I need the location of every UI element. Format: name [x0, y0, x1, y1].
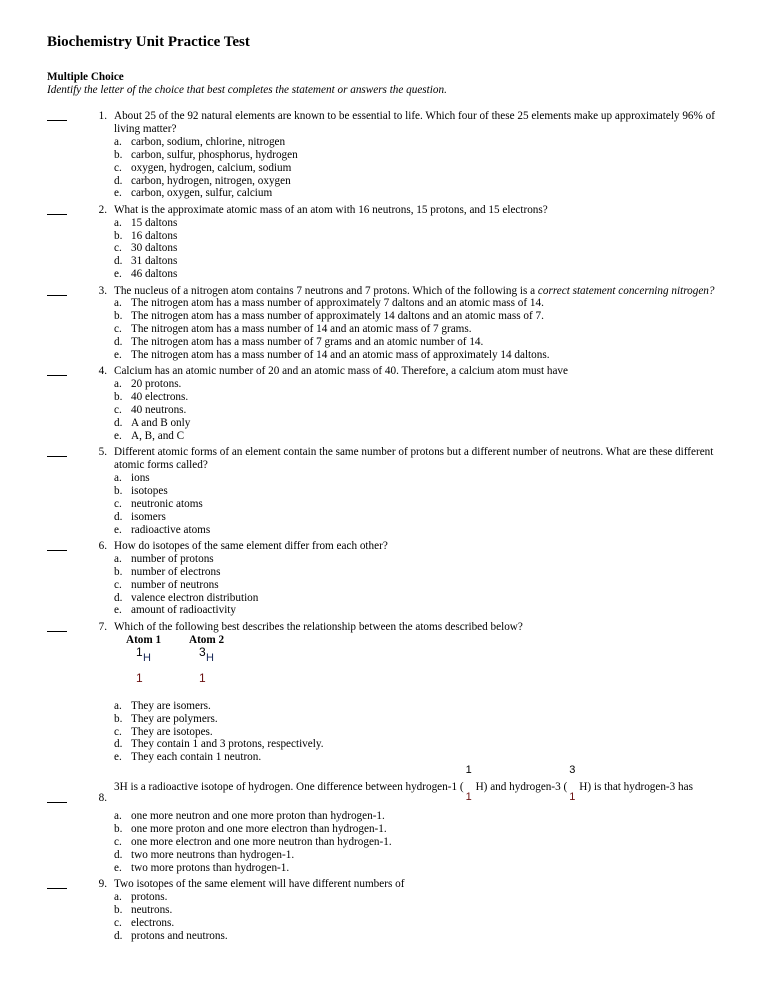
option-letter: c.	[114, 916, 122, 929]
option-text: isomers	[131, 510, 166, 523]
option-letter: c.	[114, 835, 122, 848]
answer-option	[114, 349, 768, 362]
answer-option	[114, 700, 768, 713]
option-letter: d.	[114, 417, 123, 430]
answer-option	[114, 268, 768, 281]
option-letter: e.	[114, 268, 122, 281]
option-text: number of protons	[131, 552, 214, 565]
question-number: 6.	[98, 539, 107, 552]
option-text: carbon, sulfur, phosphorus, hydrogen	[131, 148, 298, 161]
option-text: ions	[131, 472, 150, 485]
question-4	[0, 365, 768, 442]
question-stem	[114, 285, 739, 298]
option-text: They each contain 1 neutron.	[131, 751, 262, 764]
question-stem	[114, 110, 739, 136]
option-text: two more neutrons than hydrogen-1.	[131, 848, 295, 861]
answer-option	[114, 553, 768, 566]
atomic-number: 1	[199, 670, 206, 685]
option-letter: b.	[114, 148, 123, 161]
option-text: 30 daltons	[131, 242, 178, 255]
element-symbol: H	[143, 651, 151, 664]
option-text: one more proton and one more electron than hydrogen-1.	[131, 823, 387, 836]
question-8	[0, 764, 768, 874]
mass-number: 1	[136, 644, 143, 659]
option-text: number of electrons	[131, 565, 221, 578]
answer-option	[114, 810, 768, 823]
option-text: A, B, and C	[131, 429, 185, 442]
option-text: radioactive atoms	[131, 523, 211, 536]
option-letter: b.	[114, 565, 123, 578]
option-text: A and B only	[131, 417, 191, 430]
option-letter: e.	[114, 523, 122, 536]
answer-option	[114, 604, 768, 617]
option-text: neutrons.	[131, 903, 173, 916]
answer-option	[114, 230, 768, 243]
option-text: They are isomers.	[131, 699, 211, 712]
option-letter: d.	[114, 738, 123, 751]
option-text: neutronic atoms	[131, 497, 203, 510]
answer-blank[interactable]	[47, 631, 67, 632]
atom1-label: Atom 1	[126, 633, 162, 646]
answer-option	[114, 498, 768, 511]
answer-option	[114, 738, 768, 751]
option-letter: e.	[114, 429, 122, 442]
mass-number: 3	[569, 764, 576, 777]
option-letter: a.	[114, 297, 122, 310]
option-letter: e.	[114, 349, 122, 362]
atom2-notation	[199, 646, 223, 686]
option-letter: e.	[114, 604, 122, 617]
answer-option	[114, 297, 768, 310]
option-letter: d.	[114, 591, 123, 604]
option-letter: d.	[114, 929, 123, 942]
option-text: electrons.	[131, 916, 175, 929]
option-letter: d.	[114, 336, 123, 349]
question-stem	[114, 540, 739, 553]
question-number: 8.	[98, 792, 107, 805]
option-text: protons.	[131, 890, 168, 903]
atom2-label: Atom 2	[189, 633, 225, 646]
answer-option	[114, 323, 768, 336]
option-text: protons and neutrons.	[131, 929, 228, 942]
option-letter: b.	[114, 391, 123, 404]
question-number: 7.	[98, 620, 107, 633]
option-letter: a.	[114, 810, 122, 823]
answer-option	[114, 849, 768, 862]
answer-option	[114, 255, 768, 268]
answer-blank[interactable]	[47, 888, 67, 889]
option-letter: a.	[114, 472, 122, 485]
option-letter: d.	[114, 255, 123, 268]
option-text: isotopes	[131, 484, 168, 497]
answer-option	[114, 917, 768, 930]
question-list	[0, 110, 768, 946]
option-text: The nitrogen atom has a mass number of 14 and an atomic mass of 7 grams.	[131, 323, 472, 336]
question-number: 4.	[98, 365, 107, 378]
isotope-notation	[464, 764, 476, 804]
answer-option	[114, 217, 768, 230]
question-2	[0, 204, 768, 281]
stem-text: Calcium has an atomic number of 20 and an atomic mass of 40. Therefore, a calcium atom must have	[114, 365, 568, 378]
option-letter: e.	[114, 187, 122, 200]
stem-text: Different atomic forms of an element contain the same number of protons but a different number of neutrons. What are these different atomic forms called?	[114, 446, 714, 472]
question-number: 5.	[98, 446, 107, 459]
answer-option	[114, 524, 768, 537]
option-letter: d.	[114, 848, 123, 861]
option-text: They are polymers.	[131, 712, 218, 725]
answer-option	[114, 823, 768, 836]
page-title: Biochemistry Unit Practice Test	[47, 34, 250, 50]
option-letter: c.	[114, 497, 122, 510]
option-letter: b.	[114, 903, 123, 916]
option-letter: b.	[114, 823, 123, 836]
answer-option	[114, 149, 768, 162]
atom1-notation	[136, 646, 160, 686]
question-number: 9.	[98, 878, 107, 891]
option-text: They are isotopes.	[131, 725, 213, 738]
section-heading: Multiple Choice	[47, 71, 124, 83]
answer-option	[114, 187, 768, 200]
question-9	[0, 878, 768, 943]
question-stem	[114, 621, 739, 634]
option-letter: e.	[114, 751, 122, 764]
mass-number: 1	[465, 764, 472, 777]
option-letter: a.	[114, 135, 122, 148]
question-number: 3.	[98, 284, 107, 297]
question-7	[0, 621, 768, 764]
answer-option	[114, 713, 768, 726]
answer-option	[114, 579, 768, 592]
answer-option	[114, 404, 768, 417]
option-text: The nitrogen atom has a mass number of 7 grams and an atomic number of 14.	[131, 336, 484, 349]
question-stem	[114, 446, 739, 472]
element-symbol: H	[206, 651, 214, 664]
answer-option	[114, 242, 768, 255]
answer-blank[interactable]	[47, 802, 67, 803]
option-text: oxygen, hydrogen, calcium, sodium	[131, 161, 292, 174]
stem-text: What is the approximate atomic mass of an atom with 16 neutrons, 15 protons, and 15 electrons?	[114, 203, 548, 216]
option-text: They contain 1 and 3 protons, respectively.	[131, 738, 324, 751]
option-letter: c.	[114, 323, 122, 336]
option-text: 46 daltons	[131, 268, 178, 281]
answer-option	[114, 162, 768, 175]
question-stem	[114, 204, 739, 217]
answer-option	[114, 751, 768, 764]
option-letter: a.	[114, 890, 122, 903]
option-text: amount of radioactivity	[131, 604, 237, 617]
stem-text: H) and hydrogen-3 (	[475, 781, 568, 794]
answer-option	[114, 417, 768, 430]
question-stem	[114, 365, 739, 378]
answer-option	[114, 472, 768, 485]
answer-option	[114, 485, 768, 498]
answer-blank[interactable]	[47, 456, 67, 457]
option-letter: b.	[114, 484, 123, 497]
option-letter: b.	[114, 712, 123, 725]
option-letter: d.	[114, 174, 123, 187]
question-5	[0, 446, 768, 536]
question-number: 2.	[98, 203, 107, 216]
option-text: number of neutrons	[131, 578, 219, 591]
option-text: carbon, oxygen, sulfur, calcium	[131, 187, 273, 200]
instructions: Identify the letter of the choice that best completes the statement or answers the question.	[47, 84, 447, 96]
answer-option	[114, 175, 768, 188]
answer-blank[interactable]	[47, 295, 67, 296]
answer-option	[114, 930, 768, 943]
option-text: 20 protons.	[131, 378, 182, 391]
stem-italic: correct statement concerning nitrogen?	[537, 284, 715, 297]
question-stem	[114, 764, 759, 804]
option-letter: d.	[114, 510, 123, 523]
stem-text: How do isotopes of the same element differ from each other?	[114, 539, 388, 552]
stem-text: About 25 of the 92 natural elements are known to be essential to life. Which four of these 25 elements make up approximately 96% of living matter?	[114, 110, 715, 135]
atomic-number: 1	[465, 791, 472, 804]
option-letter: b.	[114, 229, 123, 242]
option-letter: c.	[114, 725, 122, 738]
answer-option	[114, 862, 768, 875]
option-text: carbon, sodium, chlorine, nitrogen	[131, 135, 286, 148]
stem-text: Which of the following best describes the relationship between the atoms described below?	[114, 620, 523, 633]
option-letter: e.	[114, 861, 122, 874]
answer-blank[interactable]	[47, 214, 67, 215]
question-3	[0, 285, 768, 362]
answer-option	[114, 511, 768, 524]
option-letter: a.	[114, 216, 122, 229]
answer-blank[interactable]	[47, 550, 67, 551]
answer-option	[114, 891, 768, 904]
answer-option	[114, 836, 768, 849]
answer-option	[114, 136, 768, 149]
atom-diagram	[126, 634, 768, 700]
atomic-number: 1	[136, 670, 143, 685]
option-text: 40 neutrons.	[131, 404, 187, 417]
answer-option	[114, 904, 768, 917]
answer-option	[114, 310, 768, 323]
stem-text: Two isotopes of the same element will have different numbers of	[114, 878, 405, 891]
option-text: 31 daltons	[131, 255, 178, 268]
question-stem	[114, 878, 739, 891]
isotope-notation	[567, 764, 579, 804]
mass-number: 3	[199, 644, 206, 659]
answer-option	[114, 391, 768, 404]
question-number: 1.	[98, 110, 107, 122]
answer-option	[114, 378, 768, 391]
option-text: The nitrogen atom has a mass number of approximately 14 daltons and an atomic mass of 7.	[131, 310, 544, 323]
option-text: 15 daltons	[131, 216, 178, 229]
option-letter: c.	[114, 578, 122, 591]
answer-option	[114, 566, 768, 579]
answer-option	[114, 592, 768, 605]
option-text: The nitrogen atom has a mass number of approximately 7 daltons and an atomic mass of 14.	[131, 297, 544, 310]
answer-blank[interactable]	[47, 120, 67, 121]
option-text: carbon, hydrogen, nitrogen, oxygen	[131, 174, 291, 187]
option-letter: c.	[114, 161, 122, 174]
stem-text: 3H is a radioactive isotope of hydrogen. One difference between hydrogen-1 (	[114, 781, 464, 794]
stem-text: The nucleus of a nitrogen atom contains 7 neutrons and 7 protons. Which of the following is a	[114, 284, 538, 297]
option-letter: c.	[114, 242, 122, 255]
atomic-number: 1	[569, 791, 576, 804]
option-text: 40 electrons.	[131, 391, 189, 404]
option-letter: b.	[114, 310, 123, 323]
answer-option	[114, 336, 768, 349]
option-text: valence electron distribution	[131, 591, 259, 604]
question-1	[0, 110, 768, 200]
option-letter: c.	[114, 404, 122, 417]
option-letter: a.	[114, 699, 122, 712]
answer-option	[114, 726, 768, 739]
option-text: 16 daltons	[131, 229, 178, 242]
option-letter: a.	[114, 552, 122, 565]
stem-text: H) is that hydrogen-3 has	[579, 781, 693, 794]
option-text: one more neutron and one more proton than hydrogen-1.	[131, 810, 385, 823]
option-text: The nitrogen atom has a mass number of 14 and an atomic mass of approximately 14 daltons.	[131, 349, 550, 362]
answer-option	[114, 430, 768, 443]
answer-blank[interactable]	[47, 375, 67, 376]
question-6	[0, 540, 768, 617]
option-letter: a.	[114, 378, 122, 391]
option-text: two more protons than hydrogen-1.	[131, 861, 290, 874]
option-text: one more electron and one more neutron than hydrogen-1.	[131, 835, 392, 848]
